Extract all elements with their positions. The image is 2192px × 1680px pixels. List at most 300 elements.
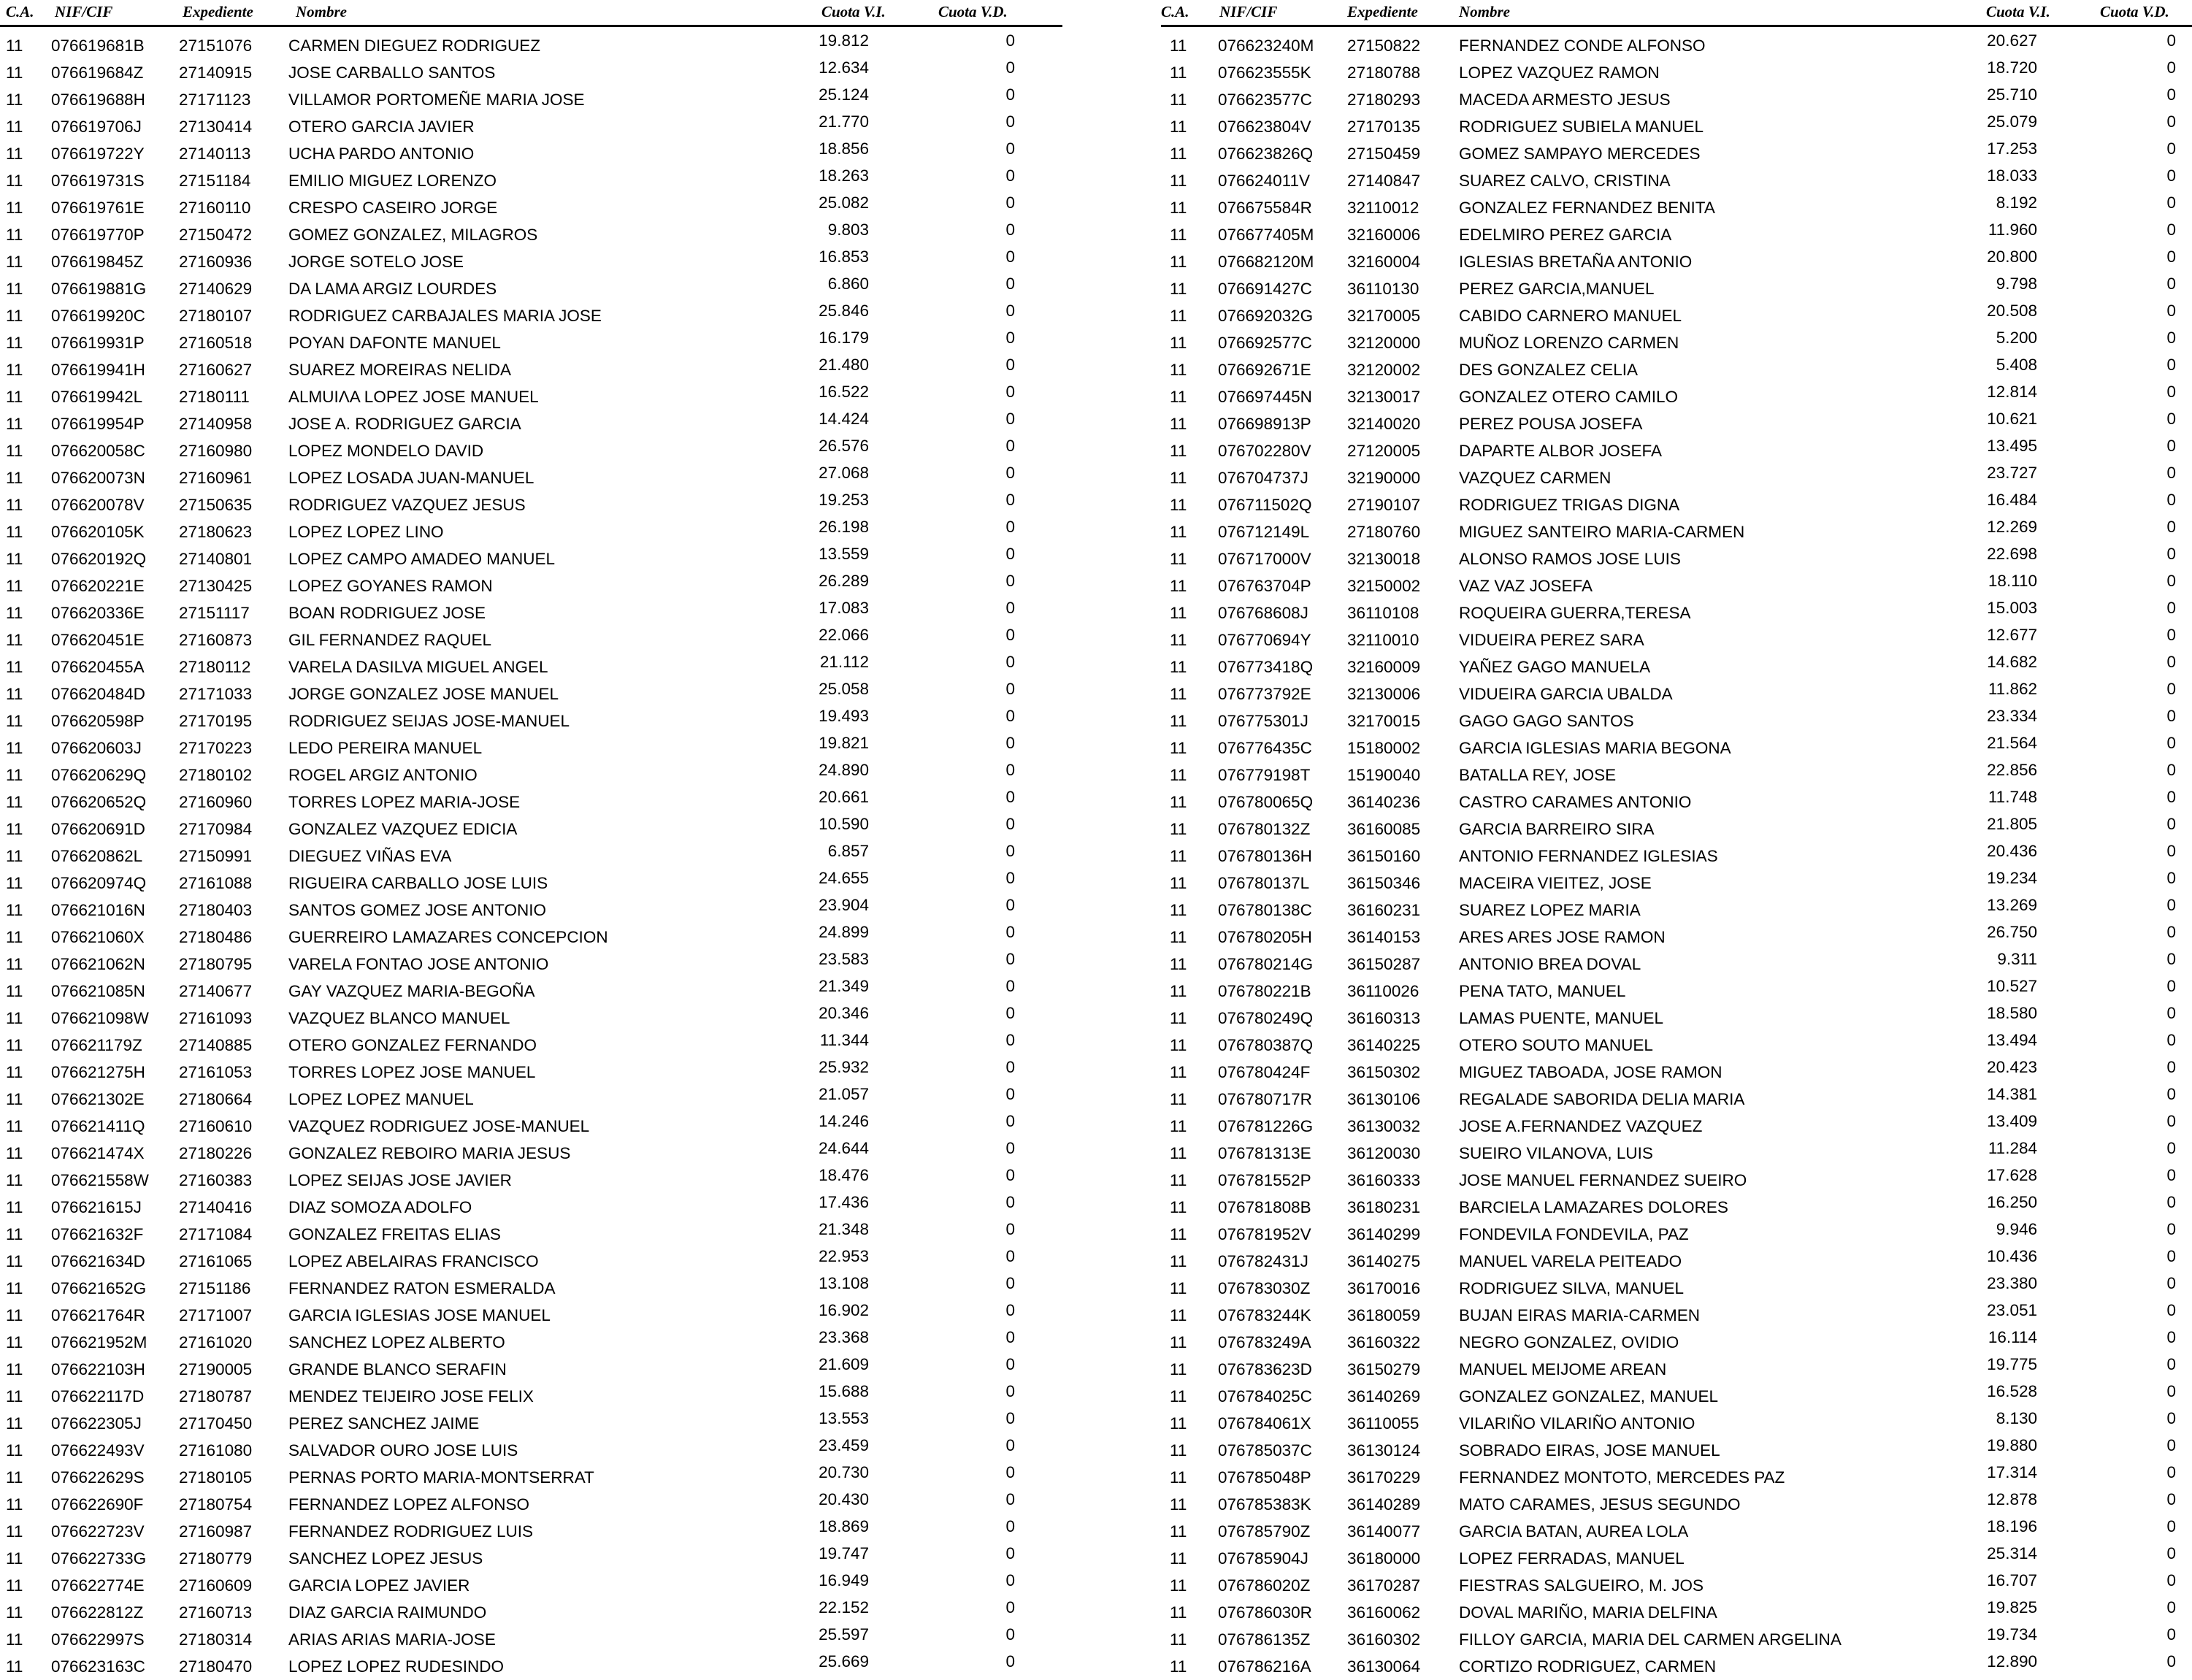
cell-ca: 11 [6, 280, 23, 298]
cell-expediente: 27171123 [179, 91, 251, 109]
cell-cuota-vd: 0 [2166, 1166, 2176, 1184]
cell-expediente: 27160110 [179, 199, 251, 217]
cell-nombre: MACEDA ARMESTO JESUS [1459, 91, 1671, 109]
cell-nif: 076620603J [51, 739, 142, 757]
cell-cuota-vd: 0 [2166, 302, 2176, 320]
cell-expediente: 27151184 [179, 172, 251, 190]
cell-ca: 11 [1170, 847, 1187, 865]
cell-cuota-vd: 0 [1005, 1409, 1015, 1427]
cell-expediente: 27190005 [179, 1360, 253, 1378]
cell-cuota-vi: 16.902 [819, 1301, 869, 1319]
cell-ca: 11 [6, 91, 23, 109]
cell-nombre: VARELA FONTAO JOSE ANTONIO [288, 955, 549, 973]
cell-ca: 11 [6, 172, 23, 190]
table-header [1161, 0, 2192, 27]
cell-expediente: 27140677 [179, 982, 253, 1000]
cell-cuota-vi: 19.734 [1987, 1625, 2037, 1643]
cell-expediente: 36160062 [1347, 1603, 1421, 1622]
cell-expediente: 36140275 [1347, 1252, 1421, 1270]
cell-nombre: MATO CARAMES, JESUS SEGUNDO [1459, 1495, 1741, 1514]
cell-cuota-vd: 0 [2166, 653, 2176, 671]
header-ca: C.A. [1161, 3, 1189, 20]
table-row [0, 594, 1062, 621]
cell-cuota-vi: 20.800 [1987, 248, 2037, 266]
cell-cuota-vi: 20.436 [1987, 842, 2037, 860]
cell-nombre: ROQUEIRA GUERRA,TERESA [1459, 604, 1691, 622]
cell-expediente: 27160961 [179, 469, 253, 487]
table-row [1161, 1459, 2192, 1486]
cell-nif: 076620484D [51, 685, 145, 703]
table-row [0, 783, 1062, 810]
cell-cuota-vd: 0 [2166, 680, 2176, 698]
cell-ca: 11 [1170, 1063, 1187, 1081]
cell-cuota-vi: 18.720 [1987, 58, 2037, 77]
cell-cuota-vi: 15.003 [1987, 599, 2037, 617]
table-row [1161, 486, 2192, 513]
table-row [0, 1000, 1062, 1027]
table-row [0, 648, 1062, 675]
cell-expediente: 36170229 [1347, 1468, 1421, 1487]
table-row [0, 973, 1062, 1000]
cell-ca: 11 [1170, 1306, 1187, 1324]
table-row [0, 54, 1062, 81]
left-table [0, 0, 1062, 1675]
table-row [1161, 135, 2192, 162]
cell-ca: 11 [6, 199, 23, 217]
cell-cuota-vi: 22.698 [1987, 545, 2037, 563]
table-row [0, 837, 1062, 864]
cell-nif: 076619761E [51, 199, 145, 217]
cell-ca: 11 [1170, 604, 1187, 622]
cell-expediente: 36160333 [1347, 1171, 1421, 1189]
cell-nombre: MACEIRA VIEITEZ, JOSE [1459, 874, 1652, 892]
table-row [1161, 1000, 2192, 1027]
cell-cuota-vi: 19.493 [819, 707, 869, 725]
cell-nombre: CABIDO CARNERO MANUEL [1459, 307, 1682, 325]
cell-nombre: RIGUEIRA CARBALLO JOSE LUIS [288, 874, 548, 892]
cell-nombre: SANCHEZ LOPEZ ALBERTO [288, 1333, 505, 1351]
cell-nif: 076619706J [51, 118, 142, 136]
cell-nombre: PEREZ SANCHEZ JAIME [288, 1414, 480, 1432]
cell-cuota-vi: 10.621 [1987, 410, 2037, 428]
cell-expediente: 27161020 [179, 1333, 253, 1351]
table-row [1161, 378, 2192, 405]
cell-nif: 076712149L [1218, 523, 1310, 541]
cell-cuota-vd: 0 [2166, 166, 2176, 185]
cell-cuota-vd: 0 [1005, 1004, 1015, 1022]
cell-nombre: FERNANDEZ CONDE ALFONSO [1459, 37, 1706, 55]
cell-cuota-vi: 23.459 [819, 1436, 869, 1454]
cell-nif: 076621085N [51, 982, 145, 1000]
table-row [1161, 81, 2192, 108]
cell-cuota-vd: 0 [1005, 58, 1015, 77]
table-row [0, 1324, 1062, 1351]
cell-cuota-vi: 26.198 [819, 518, 869, 536]
cell-nif: 076622723V [51, 1522, 145, 1541]
cell-ca: 11 [6, 37, 23, 55]
cell-ca: 11 [6, 1549, 23, 1568]
table-row [0, 1594, 1062, 1621]
cell-ca: 11 [6, 928, 23, 946]
table-row [1161, 891, 2192, 918]
cell-cuota-vi: 20.627 [1987, 31, 2037, 50]
cell-ca: 11 [1170, 1549, 1187, 1568]
cell-cuota-vd: 0 [1005, 1301, 1015, 1319]
cell-nombre: POYAN DAFONTE MANUEL [288, 334, 501, 352]
cell-cuota-vi: 12.878 [1987, 1490, 2037, 1508]
table-row [0, 1432, 1062, 1459]
table-row [0, 918, 1062, 946]
cell-cuota-vd: 0 [1005, 1625, 1015, 1643]
cell-ca: 11 [6, 334, 23, 352]
cell-nif: 076781808B [1218, 1198, 1311, 1216]
cell-expediente: 27180664 [179, 1090, 253, 1108]
cell-cuota-vi: 9.803 [827, 220, 869, 239]
table-body [0, 27, 1062, 1675]
header-cuota-vi: Cuota V.I. [1986, 3, 2050, 20]
table-row [1161, 1486, 2192, 1513]
cell-cuota-vd: 0 [1005, 85, 1015, 104]
cell-cuota-vi: 12.634 [819, 58, 869, 77]
cell-cuota-vd: 0 [2166, 437, 2176, 455]
cell-cuota-vi: 22.152 [819, 1598, 869, 1616]
cell-nombre: SALVADOR OURO JOSE LUIS [288, 1441, 518, 1460]
cell-nif: 076621275H [51, 1063, 145, 1081]
cell-nif: 076623163C [51, 1657, 145, 1676]
table-row [1161, 621, 2192, 648]
cell-cuota-vd: 0 [2166, 761, 2176, 779]
table-row [1161, 1081, 2192, 1108]
table-row [1161, 162, 2192, 189]
cell-nombre: GARCIA IGLESIAS MARIA BEGONA [1459, 739, 1731, 757]
cell-nif: 076620192Q [51, 550, 147, 568]
table-row [1161, 810, 2192, 837]
cell-nombre: VAZQUEZ RODRIGUEZ JOSE-MANUEL [288, 1117, 590, 1135]
cell-expediente: 27180470 [179, 1657, 253, 1676]
cell-cuota-vi: 25.932 [819, 1058, 869, 1076]
cell-nif: 076773792E [1218, 685, 1311, 703]
cell-ca: 11 [1170, 334, 1187, 352]
cell-cuota-vi: 10.436 [1987, 1247, 2037, 1265]
cell-nombre: GRANDE BLANCO SERAFIN [288, 1360, 507, 1378]
cell-nif: 076702280V [1218, 442, 1311, 460]
table-row [0, 1216, 1062, 1243]
cell-cuota-vi: 21.770 [819, 112, 869, 131]
cell-cuota-vd: 0 [1005, 302, 1015, 320]
cell-nif: 076621764R [51, 1306, 145, 1324]
cell-cuota-vd: 0 [2166, 896, 2176, 914]
cell-nif: 076775301J [1218, 712, 1308, 730]
cell-cuota-vi: 22.856 [1987, 761, 2037, 779]
cell-cuota-vd: 0 [2166, 842, 2176, 860]
cell-cuota-vd: 0 [2166, 248, 2176, 266]
cell-cuota-vd: 0 [2166, 356, 2176, 374]
cell-cuota-vd: 0 [1005, 464, 1015, 482]
cell-expediente: 27160987 [179, 1522, 253, 1541]
cell-cuota-vi: 11.344 [819, 1031, 869, 1049]
cell-nif: 076786216A [1218, 1657, 1311, 1676]
cell-cuota-vd: 0 [1005, 1058, 1015, 1076]
cell-ca: 11 [6, 118, 23, 136]
table-row [1161, 54, 2192, 81]
cell-nif: 076622733G [51, 1549, 147, 1568]
cell-cuota-vi: 10.590 [819, 815, 869, 833]
cell-nombre: YAÑEZ GAGO MANUELA [1459, 658, 1651, 676]
cell-nombre: ALMUIΛA LOPEZ JOSE MANUEL [288, 388, 539, 406]
cell-expediente: 36140299 [1347, 1225, 1421, 1243]
table-row [0, 1378, 1062, 1405]
table-row [0, 864, 1062, 891]
cell-cuota-vi: 13.269 [1987, 896, 2037, 914]
cell-ca: 11 [1170, 1630, 1187, 1649]
cell-cuota-vi: 25.058 [819, 680, 869, 698]
cell-ca: 11 [1170, 1090, 1187, 1108]
cell-nif: 076619731S [51, 172, 145, 190]
cell-expediente: 27140915 [179, 64, 253, 82]
cell-nombre: TORRES LOPEZ JOSE MANUEL [288, 1063, 536, 1081]
cell-nombre: DIAZ GARCIA RAIMUNDO [288, 1603, 487, 1622]
cell-cuota-vi: 12.269 [1987, 518, 2037, 536]
cell-cuota-vd: 0 [1005, 1220, 1015, 1238]
cell-cuota-vd: 0 [1005, 1139, 1015, 1157]
cell-ca: 11 [1170, 199, 1187, 217]
cell-nif: 076620078V [51, 496, 145, 514]
cell-cuota-vd: 0 [2166, 1139, 2176, 1157]
header-nif: NIF/CIF [55, 3, 113, 20]
table-row [1161, 459, 2192, 486]
cell-nombre: LOPEZ LOPEZ MANUEL [288, 1090, 474, 1108]
cell-expediente: 27180112 [179, 658, 251, 676]
cell-ca: 11 [6, 1090, 23, 1108]
cell-cuota-vi: 11.284 [1988, 1139, 2037, 1157]
cell-expediente: 32170015 [1347, 712, 1421, 730]
cell-nif: 076624011V [1218, 172, 1310, 190]
cell-ca: 11 [6, 64, 23, 82]
cell-nif: 076785383K [1218, 1495, 1311, 1514]
cell-nif: 076784025C [1218, 1387, 1312, 1405]
cell-nombre: FERNANDEZ LOPEZ ALFONSO [288, 1495, 530, 1514]
cell-cuota-vi: 22.066 [819, 626, 869, 644]
cell-nif: 076782431J [1218, 1252, 1308, 1270]
cell-cuota-vd: 0 [1005, 545, 1015, 563]
cell-nif: 076619942L [51, 388, 143, 406]
cell-cuota-vi: 25.710 [1987, 85, 2037, 104]
cell-nombre: DA LAMA ARGIZ LOURDES [288, 280, 497, 298]
cell-ca: 11 [6, 577, 23, 595]
cell-expediente: 36150346 [1347, 874, 1421, 892]
cell-cuota-vd: 0 [2166, 1436, 2176, 1454]
cell-ca: 11 [6, 1117, 23, 1135]
cell-cuota-vi: 13.409 [1987, 1112, 2037, 1130]
cell-expediente: 36120030 [1347, 1144, 1421, 1162]
cell-cuota-vi: 12.890 [1987, 1652, 2037, 1671]
cell-ca: 11 [1170, 1225, 1187, 1243]
cell-nif: 076619954P [51, 415, 145, 433]
cell-nombre: DOVAL MARIÑO, MARIA DELFINA [1459, 1603, 1717, 1622]
cell-ca: 11 [6, 1171, 23, 1189]
table-row [1161, 1270, 2192, 1297]
cell-cuota-vi: 21.057 [819, 1085, 869, 1103]
cell-ca: 11 [1170, 469, 1187, 487]
cell-expediente: 27120005 [1347, 442, 1421, 460]
table-row [0, 729, 1062, 756]
cell-ca: 11 [1170, 1441, 1187, 1460]
cell-cuota-vi: 23.727 [1987, 464, 2037, 482]
cell-ca: 11 [6, 1333, 23, 1351]
cell-expediente: 27140847 [1347, 172, 1421, 190]
cell-cuota-vd: 0 [1005, 1652, 1015, 1671]
cell-nombre: GOMEZ SAMPAYO MERCEDES [1459, 145, 1701, 163]
cell-cuota-vd: 0 [2166, 1625, 2176, 1643]
cell-expediente: 36170016 [1347, 1279, 1421, 1297]
cell-cuota-vd: 0 [1005, 112, 1015, 131]
table-row [0, 946, 1062, 973]
cell-nif: 076780138C [1218, 901, 1312, 919]
cell-ca: 11 [1170, 1387, 1187, 1405]
cell-nombre: GARCIA LOPEZ JAVIER [288, 1576, 470, 1595]
cell-nif: 076697445N [1218, 388, 1312, 406]
cell-nif: 076692671E [1218, 361, 1311, 379]
cell-cuota-vi: 23.583 [819, 950, 869, 968]
cell-cuota-vd: 0 [1005, 1463, 1015, 1481]
cell-ca: 11 [6, 631, 23, 649]
cell-cuota-vd: 0 [1005, 1598, 1015, 1616]
table-row [1161, 513, 2192, 540]
table-row [1161, 1432, 2192, 1459]
table-body [1161, 27, 2192, 1675]
table-row [1161, 297, 2192, 324]
cell-nif: 076780136H [1218, 847, 1312, 865]
table-row [1161, 1297, 2192, 1324]
table-row [0, 1135, 1062, 1162]
cell-cuota-vd: 0 [1005, 518, 1015, 536]
cell-nombre: JORGE SOTELO JOSE [288, 253, 464, 271]
cell-nif: 076621098W [51, 1009, 149, 1027]
cell-ca: 11 [1170, 280, 1187, 298]
cell-cuota-vi: 9.311 [1997, 950, 2037, 968]
cell-nif: 076623555K [1218, 64, 1311, 82]
cell-nombre: LOPEZ FERRADAS, MANUEL [1459, 1549, 1685, 1568]
cell-nif: 076704737J [1218, 469, 1308, 487]
cell-cuota-vi: 12.814 [1987, 383, 2037, 401]
cell-expediente: 27140885 [179, 1036, 253, 1054]
cell-cuota-vd: 0 [2166, 1544, 2176, 1562]
cell-ca: 11 [6, 955, 23, 973]
cell-nif: 076780387Q [1218, 1036, 1314, 1054]
cell-expediente: 27140801 [179, 550, 253, 568]
table-row [1161, 1351, 2192, 1378]
cell-expediente: 32160004 [1347, 253, 1421, 271]
cell-cuota-vi: 21.480 [819, 356, 869, 374]
cell-nif: 076620105K [51, 523, 145, 541]
cell-ca: 11 [1170, 712, 1187, 730]
cell-expediente: 27180754 [179, 1495, 253, 1514]
cell-ca: 11 [1170, 1171, 1187, 1189]
cell-expediente: 36150287 [1347, 955, 1421, 973]
cell-ca: 11 [1170, 631, 1187, 649]
cell-cuota-vd: 0 [2166, 1598, 2176, 1616]
cell-cuota-vi: 16.853 [819, 248, 869, 266]
cell-nombre: DIAZ SOMOZA ADOLFO [288, 1198, 472, 1216]
cell-nombre: RODRIGUEZ CARBAJALES MARIA JOSE [288, 307, 602, 325]
cell-nif: 076619770P [51, 226, 145, 244]
cell-nif: 076619722Y [51, 145, 145, 163]
table-row [0, 351, 1062, 378]
cell-expediente: 15190040 [1347, 766, 1421, 784]
table-row [1161, 189, 2192, 216]
cell-expediente: 36180231 [1347, 1198, 1421, 1216]
table-row [0, 513, 1062, 540]
cell-cuota-vi: 25.597 [819, 1625, 869, 1643]
cell-ca: 11 [1170, 1009, 1187, 1027]
cell-ca: 11 [6, 847, 23, 865]
cell-nif: 076621062N [51, 955, 145, 973]
cell-nombre: SUAREZ MOREIRAS NELIDA [288, 361, 512, 379]
table-row [0, 567, 1062, 594]
cell-nombre: LOPEZ GOYANES RAMON [288, 577, 493, 595]
cell-cuota-vd: 0 [2166, 950, 2176, 968]
header-expediente: Expediente [1347, 3, 1418, 20]
cell-ca: 11 [1170, 1333, 1187, 1351]
cell-expediente: 36160322 [1347, 1333, 1421, 1351]
cell-nombre: FERNANDEZ MONTOTO, MERCEDES PAZ [1459, 1468, 1785, 1487]
cell-ca: 11 [1170, 523, 1187, 541]
cell-cuota-vi: 18.869 [819, 1517, 869, 1535]
cell-cuota-vd: 0 [2166, 977, 2176, 995]
cell-nif: 076620336E [51, 604, 145, 622]
cell-ca: 11 [6, 469, 23, 487]
cell-nombre: GARCIA BATAN, AUREA LOLA [1459, 1522, 1689, 1541]
table-row [1161, 27, 2192, 54]
cell-cuota-vd: 0 [1005, 1490, 1015, 1508]
cell-cuota-vi: 20.661 [819, 788, 869, 806]
cell-ca: 11 [6, 307, 23, 325]
cell-expediente: 27150459 [1347, 145, 1421, 163]
cell-cuota-vd: 0 [2166, 1004, 2176, 1022]
cell-cuota-vd: 0 [2166, 518, 2176, 536]
cell-expediente: 36160085 [1347, 820, 1421, 838]
cell-expediente: 27151186 [179, 1279, 251, 1297]
cell-ca: 11 [6, 658, 23, 676]
cell-cuota-vi: 17.253 [1987, 139, 2037, 158]
cell-cuota-vi: 18.110 [1988, 572, 2037, 590]
cell-nombre: MANUEL VARELA PEITEADO [1459, 1252, 1682, 1270]
cell-nombre: VIDUEIRA PEREZ SARA [1459, 631, 1644, 649]
cell-ca: 11 [6, 1009, 23, 1027]
cell-nombre: SANTOS GOMEZ JOSE ANTONIO [288, 901, 546, 919]
cell-expediente: 32160009 [1347, 658, 1421, 676]
cell-nif: 076619681B [51, 37, 145, 55]
cell-cuota-vd: 0 [1005, 437, 1015, 455]
cell-cuota-vi: 20.346 [819, 1004, 869, 1022]
cell-expediente: 27161080 [179, 1441, 253, 1460]
cell-cuota-vd: 0 [2166, 815, 2176, 833]
cell-expediente: 27170135 [1347, 118, 1421, 136]
cell-nombre: CASTRO CARAMES ANTONIO [1459, 793, 1692, 811]
cell-cuota-vd: 0 [2166, 626, 2176, 644]
cell-cuota-vd: 0 [2166, 464, 2176, 482]
cell-nombre: NEGRO GONZALEZ, OVIDIO [1459, 1333, 1679, 1351]
cell-ca: 11 [1170, 928, 1187, 946]
table-row [0, 1162, 1062, 1189]
cell-nombre: JORGE GONZALEZ JOSE MANUEL [288, 685, 559, 703]
cell-cuota-vi: 21.564 [1987, 734, 2037, 752]
cell-ca: 11 [1170, 37, 1187, 55]
cell-cuota-vd: 0 [2166, 491, 2176, 509]
cell-cuota-vi: 14.246 [819, 1112, 869, 1130]
cell-expediente: 36150279 [1347, 1360, 1421, 1378]
cell-nif: 076692577C [1218, 334, 1312, 352]
